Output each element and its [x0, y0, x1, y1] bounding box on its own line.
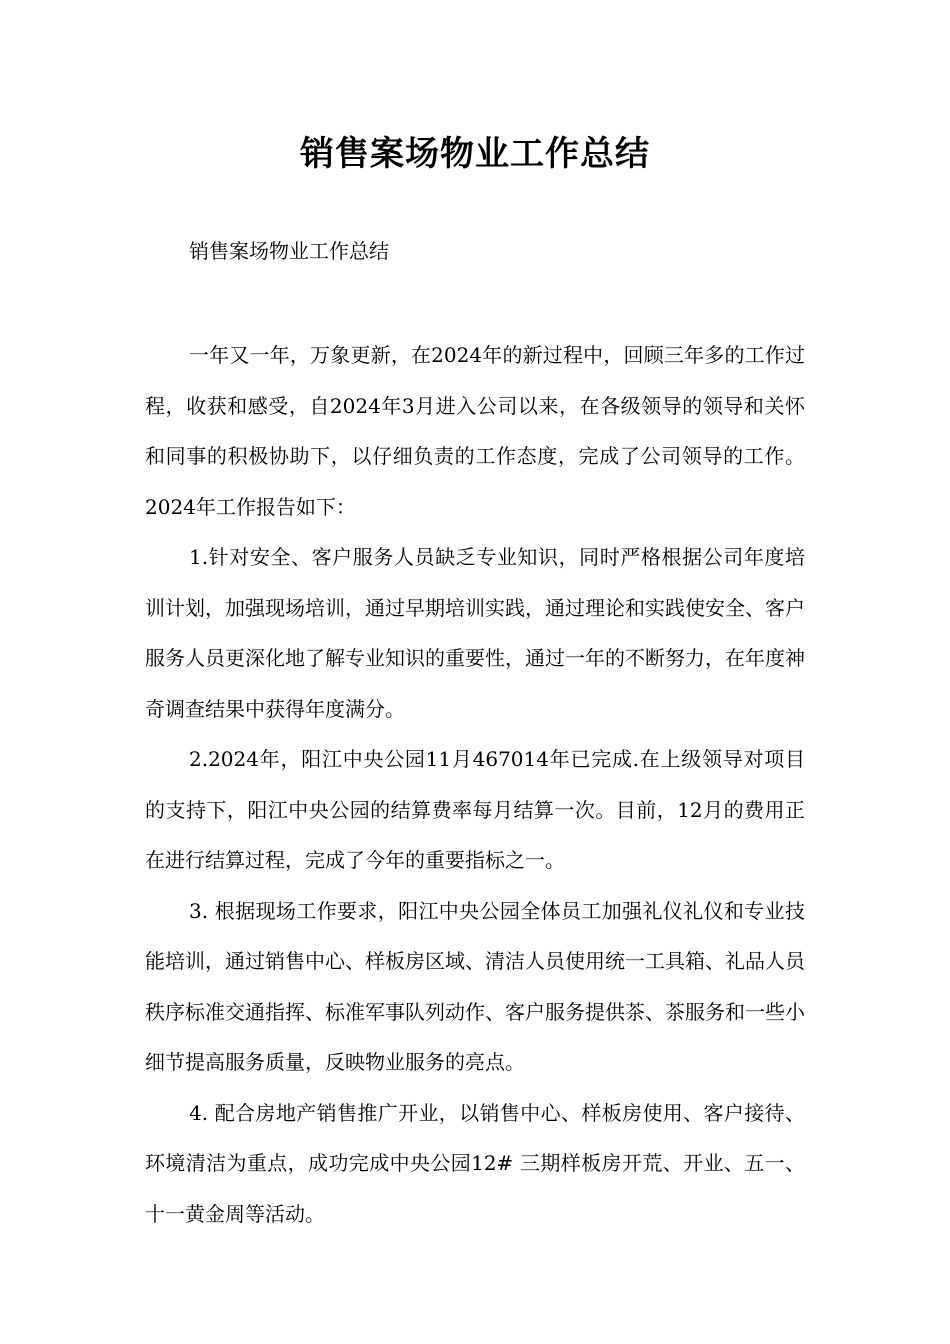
document-subtitle: 销售案场物业工作总结 [189, 239, 389, 263]
item-paragraph-3: 3. 根据现场工作要求，阳江中央公园全体员工加强礼仪礼仪和专业技能培训，通过销售中心、样板房区域、清洁人员使用统一工具箱、礼品人员秩序标准交通指挥、标准军事队列动作、客户服务提供茶、茶服务和一些小细节提高服务质量，反映物业服务的亮点。 [145, 898, 805, 1074]
document-title: 销售案场物业工作总结 [300, 134, 650, 174]
item-paragraph-2: 2.2024年，阳江中央公园11月467014年已完成.在上级领导对项目的支持下，阳江中央公园的结算费率每月结算一次。目前，12月的费用正在进行结算过程，完成了今年的重要指标之一。 [145, 747, 805, 872]
item-paragraph-1: 1.针对安全、客户服务人员缺乏专业知识，同时严格根据公司年度培训计划，加强现场培训，通过早期培训实践，通过理论和实践使安全、客户服务人员更深化地了解专业知识的重要性，通过一年的不断努力，在年度神奇调查结果中获得年度满分。 [145, 545, 805, 721]
document-body [145, 330, 805, 1239]
intro-paragraph: 一年又一年，万象更新，在2024年的新过程中，回顾三年多的工作过程，收获和感受，自2024年3月进入公司以来，在各级领导的领导和关怀和同事的积极协助下，以仔细负责的工作态度，完成了公司领导的工作。2024年工作报告如下： [145, 343, 805, 519]
item-paragraph-4: 4. 配合房地产销售推广开业，以销售中心、样板房使用、客户接待、环境清洁为重点，成功完成中央公园12# 三期样板房开荒、开业、五一、十一黄金周等活动。 [145, 1100, 805, 1226]
